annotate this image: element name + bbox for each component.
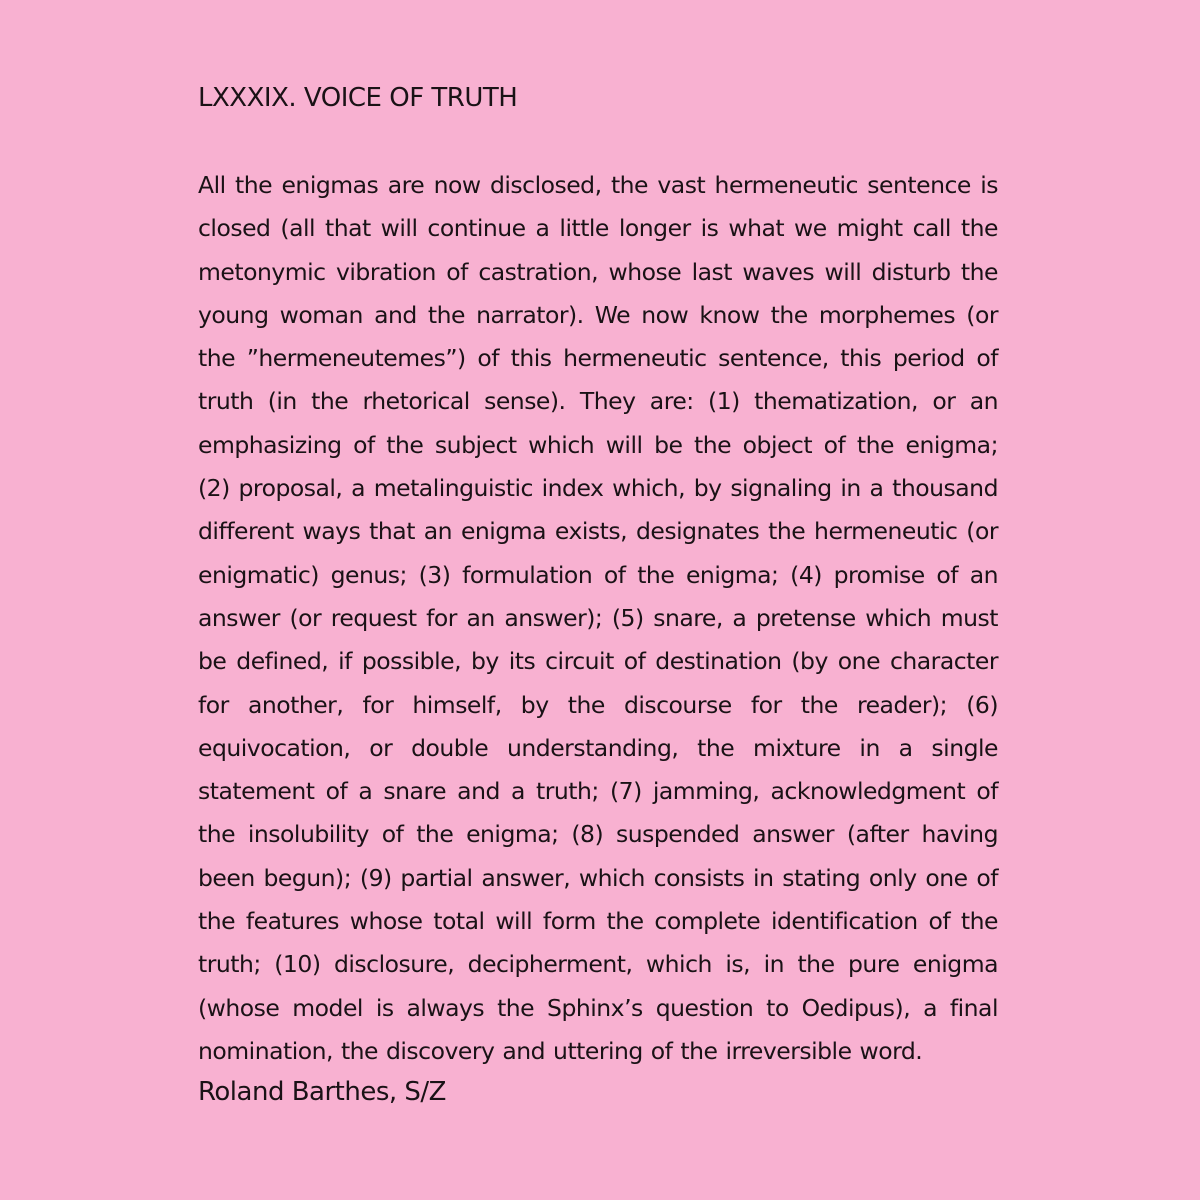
chapter-title: LXXXIX. VOICE OF TRUTH (198, 83, 518, 113)
quote-body: All the enigmas are now disclosed, the vast hermeneutic sentence is closed (all that will continue a little longer is what we might call the metonymic vibration of castration, whose last waves will disturb the young woman and the narrator). We now know the morphemes (or the ”hermeneutemes”) of this hermeneutic sentence, this period of truth (in the rhetorical sense). They are: (1) thematization, or an emphasizing of the subject which will be the object of the enigma; (2) proposal, a metalinguistic index which, by signaling in a thousand different ways that an enigma exists, designates the hermeneutic (or enigmatic) genus; (3) formulation of the enigma; (4) promise of an answer (or request for an answer); (5) snare, a pretense which must be defined, if possible, by its circuit of destination (by one character for another, for himself, by the discourse for the reader); (6) equivocation, or double understanding, the mixture in a single statement of a snare and a truth; (7) jamming, acknowledgment of the insolubility of the enigma; (8) suspended answer (after having been begun); (9) partial answer, which consists in stating only one of the features whose total will form the complete identification of the truth; (10) disclosure, decipherment, which is, in the pure enigma (whose model is always the Sphinx’s question to Oedipus), a final nomination, the discovery and uttering of the irreversible word. (198, 171, 998, 1065)
attribution: Roland Barthes, S/Z (198, 1077, 446, 1107)
